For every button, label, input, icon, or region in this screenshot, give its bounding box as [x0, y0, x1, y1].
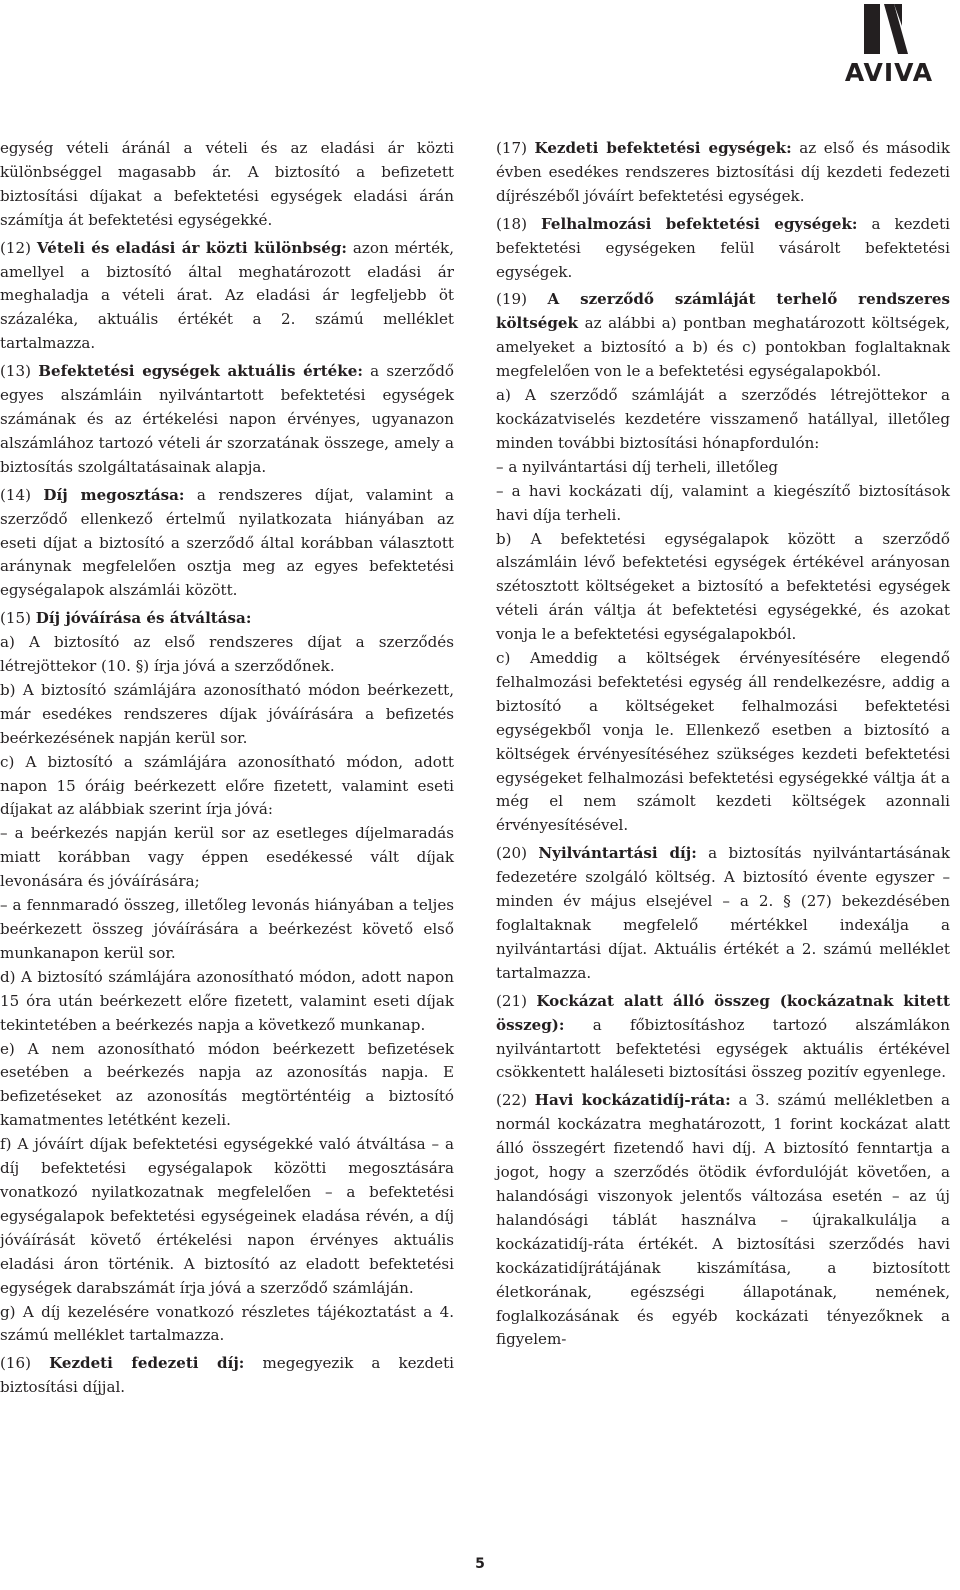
paragraph: [496, 842, 950, 985]
paragraph-text: d) A biztosító számlájára azonosítható módon, adott napon 15 óra után beérkezett előre fizetett, valamint eseti díjak tekintetében a beérkezés napja a következő munkanap.: [0, 967, 454, 1034]
paragraph: [496, 213, 950, 285]
paragraph-number: (16): [0, 1354, 50, 1373]
paragraph-text: egység vételi áránál a vételi és az eladási ár közti különbséggel magasabb ár. A biztosító a befizetett biztosítási díjakat a befektetési egységek eladási árán számítja át befektetési egységekké.: [0, 139, 454, 229]
paragraph-text: – a fennmaradó összeg, illetőleg levonás hiányában a teljes beérkezett összeg jóváírására a beérkezést követő első munkanapon kerül sor.: [0, 896, 454, 962]
paragraph-text: b) A biztosító számlájára azonosítható módon beérkezett, már esedékes rendszeres díjak jóváírására a befizetés beérkezésének napján kerül sor.: [0, 680, 454, 747]
paragraph: [0, 1352, 454, 1400]
paragraph: [0, 137, 454, 233]
paragraph-text: a szerződő egyes alszámláin nyilvántartott befektetési egységek számának és az értékelési napon érvényes, ugyanazon alszámlához tartozó vételi ár szorzatának összege, amely a biztosítás szolgáltatásainak alapja.: [0, 362, 454, 476]
paragraph: [0, 679, 454, 751]
aviva-logo: [834, 4, 944, 87]
defined-term: Nyilvántartási díj:: [538, 844, 697, 863]
paragraph: [496, 528, 950, 648]
paragraph: [0, 1301, 454, 1349]
defined-term: Díj megosztása:: [43, 485, 185, 504]
defined-term: Befektetési egységek aktuális értéke:: [38, 362, 363, 381]
paragraph: [0, 1133, 454, 1300]
paragraph: [0, 607, 454, 631]
defined-term: Kockázat alatt álló összeg (kockázatnak kitett összeg):: [496, 991, 950, 1034]
paragraph-text: f) A jóváírt díjak befektetési egységekké való átváltása – a díj befektetési egységalapok közötti megosztására vonatkozó nyilatkozatnak megfelelően – a befektetési egységalapok befektetési egységeinek eladása révén, a díj jóváírását követő értékelési napon érvényes aktuális eladási áron történik. A biztosító az eladott befektetési egységek darabszámát írja jóvá a szerződő számláján.: [0, 1135, 454, 1297]
paragraph: [496, 456, 950, 480]
paragraph-text: a 3. számú mellékletben a normál kockázatra meghatározott, 1 forint kockázat alatt álló összegért fizetendő havi díj. A biztosító fenntartja a jogot, hogy a szerződés ötödik évfordulóját követően, a halandósági viszonyok jelentős változása esetén – az új halandósági táblát használva – újrakalkulálja a kockázatidíj-ráta értékét. A biztosítási szerződés havi kockázatidíjrátájának kiszámítása, a biztosított életkorának, egészségi állapotának, nemének, foglalkozásának és egyéb kockázati tényezőknek a figyelem-: [496, 1091, 950, 1349]
paragraph-number: (14): [0, 485, 44, 504]
paragraph: [0, 484, 454, 604]
paragraph: [0, 237, 454, 357]
paragraph-number: (12): [0, 238, 37, 257]
defined-term: A szerződő számláját terhelő rendszeres költségek: [496, 290, 950, 333]
paragraph: [0, 894, 454, 966]
paragraph: [0, 360, 454, 480]
paragraph-text: e) A nem azonosítható módon beérkezett befizetések esetében a beérkezés napja az azonosítás napja. E befizetéseket az azonosítás megtörténtéig a biztosító kamatmentes letétként kezeli.: [0, 1039, 454, 1130]
paragraph-number: (17): [496, 139, 535, 157]
paragraph-text: – a beérkezés napján kerül sor az esetleges díjelmaradás miatt korábban vagy éppen esedékessé vált díjak levonására és jóváírására;: [0, 824, 454, 891]
paragraph: [0, 751, 454, 823]
defined-term: Kezdeti befektetési egységek:: [534, 139, 792, 157]
paragraph-text: c) A biztosító a számlájára azonosítható módon, adott napon 15 óráig beérkezett előre fizetett, valamint eseti díjakat az alábbiak szerint írja jóvá:: [0, 752, 454, 819]
defined-term: Havi kockázatidíj-ráta:: [534, 1091, 731, 1110]
paragraph-number: (19): [496, 290, 548, 309]
paragraph-text: az első és második évben esedékes rendszeres biztosítási díj kezdeti fedezeti díjrészéből jóváírt befektetési egységek.: [496, 139, 950, 205]
paragraph-number: (22): [496, 1091, 535, 1110]
paragraph-text: a kezdeti befektetési egységeken felül vásárolt befektetési egységek.: [496, 214, 950, 281]
page-number: 5: [475, 1556, 485, 1572]
defined-term: Díj jóváírása és átváltása:: [35, 609, 252, 628]
paragraph-text: az alábbi a) pontban meghatározott költségek, amelyeket a biztosító a b) és c) pontokban foglaltaknak megfelelően von le a befektetési egységalapokból.: [496, 314, 950, 381]
paragraph: [0, 966, 454, 1038]
paragraph-text: – a havi kockázati díj, valamint a kiegészítő biztosítások havi díja terheli.: [496, 481, 950, 524]
paragraph-number: (18): [496, 214, 541, 233]
paragraph-text: megegyezik a kezdeti biztosítási díjjal.: [0, 1354, 454, 1397]
defined-term: Felhalmozási befektetési egységek:: [540, 214, 858, 233]
paragraph-text: a) A biztosító az első rendszeres díjat a szerződés létrejöttekor (10. §) írja jóvá a szerződőnek.: [0, 633, 454, 676]
paragraph-number: (21): [496, 991, 537, 1010]
paragraph: [496, 990, 950, 1086]
paragraph-number: (13): [0, 362, 39, 381]
paragraph-text: a rendszeres díjat, valamint a szerződő ellenkező értelmű nyilatkozata hiányában az eseti díjat a biztosító a szerződő által korábban választott aránynak megfelelően osztja meg az egyes befektetési egységalapok alszámlái között.: [0, 485, 454, 600]
logo-text: AVIVA: [844, 58, 934, 87]
paragraph-text: g) A díj kezelésére vonatkozó részletes tájékoztatást a 4. számú melléklet tartalmazza.: [0, 1302, 454, 1345]
defined-term: Kezdeti fedezeti díj:: [49, 1354, 245, 1373]
paragraph-text: azon mérték, amellyel a biztosító által meghatározott eladási ár meghaladja a vételi árat. Az eladási ár legfeljebb öt százaléka, aktuális értékét a 2. számú melléklet tartalmazza.: [0, 238, 454, 353]
paragraph: [496, 288, 950, 384]
defined-term: Vételi és eladási ár közti különbség:: [36, 238, 348, 257]
paragraph: [0, 1038, 454, 1134]
left-column: [0, 137, 454, 1400]
paragraph: [0, 631, 454, 679]
paragraph: [496, 384, 950, 456]
paragraph-text: a főbiztosításhoz tartozó alszámlákon nyilvántartott befektetési egységek aktuális értékével csökkentett haláleseti biztosítási összeg pozitív egyenlege.: [496, 1015, 950, 1082]
paragraph: [0, 822, 454, 894]
paragraph-text: b) A befektetési egységalapok között a szerződő alszámláin lévő befektetési egységek értékével arányosan szétosztott költségeket a biztosító a befektetési egységek vételi árán váltja át befektetési egységekké, és azokat vonja le a befektetési egységalapokból.: [496, 529, 950, 644]
paragraph: [496, 1089, 950, 1352]
paragraph-text: a) A szerződő számláját a szerződés létrejöttekor a kockázatviselés kezdetére visszamenő hatállyal, illetőleg minden további biztosítási hónapfordulón:: [496, 386, 950, 452]
paragraph-number: (20): [496, 844, 539, 863]
aviva-logo-icon: [864, 4, 908, 60]
paragraph-number: (15): [0, 609, 36, 628]
paragraph: [496, 647, 950, 838]
paragraph: [496, 137, 950, 209]
paragraph-text: a biztosítás nyilvántartásának fedezetére szolgáló költség. A biztosító évente egyszer – minden év május elsejével – a 2. § (27) bekezdésében foglaltaknak megfelelő mértékkel indexálja a nyilvántartási díjat. Aktuális értékét a 2. számú melléklet tartalmazza.: [496, 844, 950, 982]
paragraph: [496, 480, 950, 528]
paragraph-text: – a nyilvántartási díj terheli, illetőleg: [496, 457, 779, 476]
right-column: [496, 137, 950, 1352]
paragraph-text: c) Ameddig a költségek érvényesítésére elegendő felhalmozási befektetési egység áll rendelkezésre, addig a biztosító a költségeket felhalmozási befektetési egységekből vonja le. Ellenkező esetben a biztosító a költségek érvényesítéséhez szükséges kezdeti befektetési egységeket felhalmozási befektetési egységekké váltja át a még el nem számolt kezdeti költségek azonnali érvényesítésével.: [496, 649, 950, 835]
